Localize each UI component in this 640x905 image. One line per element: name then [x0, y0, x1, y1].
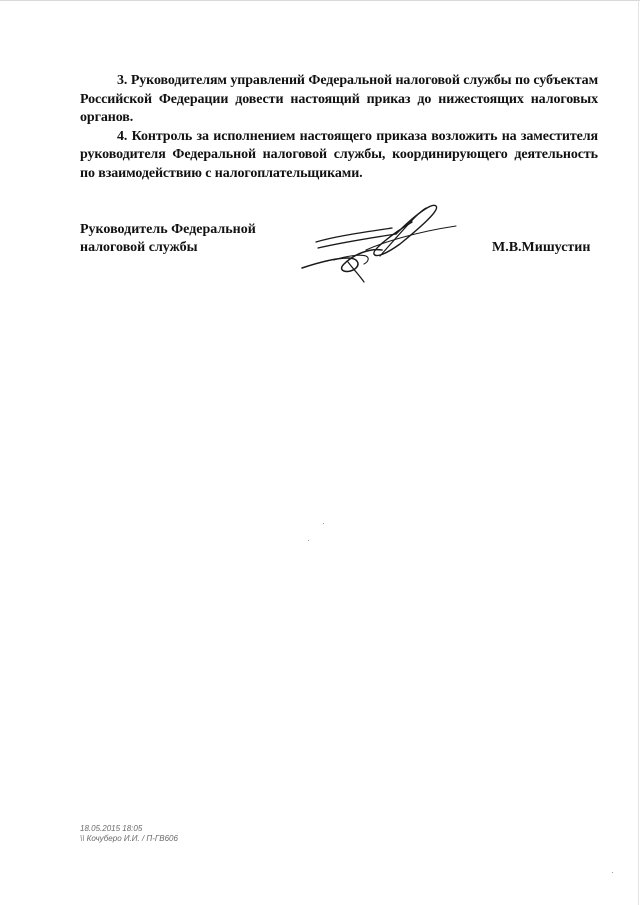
scan-speck	[612, 872, 613, 873]
signatory-title	[80, 221, 256, 257]
footer-file-path: \\ Кочуберо И.И. / П-ГВ606	[80, 834, 178, 843]
document-body	[80, 72, 598, 183]
footer-stamp	[80, 824, 178, 844]
paragraph-3: 3. Руководителям управлений Федеральной налоговой службы по субъектам Российской Федерации довести настоящий приказ до нижестоящих налоговых органов.	[80, 73, 598, 125]
scan-speck	[323, 523, 324, 524]
scan-speck	[308, 540, 309, 541]
page-right-edge	[638, 0, 639, 905]
signatory-title-line-1: Руководитель Федеральной	[80, 222, 256, 237]
page-top-edge	[0, 0, 640, 1]
paragraph-4: 4. Контроль за исполнением настоящего приказа возложить на заместителя руководителя Федеральной налоговой службы, координирующего деятельность по взаимодействию с налогоплательщиками.	[80, 128, 598, 181]
signatory-title-line-2: налоговой службы	[80, 240, 198, 255]
footer-timestamp: 18.05.2015 18:05	[80, 824, 143, 833]
signatory-name: М.В.Мишустин	[492, 240, 591, 255]
handwritten-signature	[296, 192, 466, 284]
